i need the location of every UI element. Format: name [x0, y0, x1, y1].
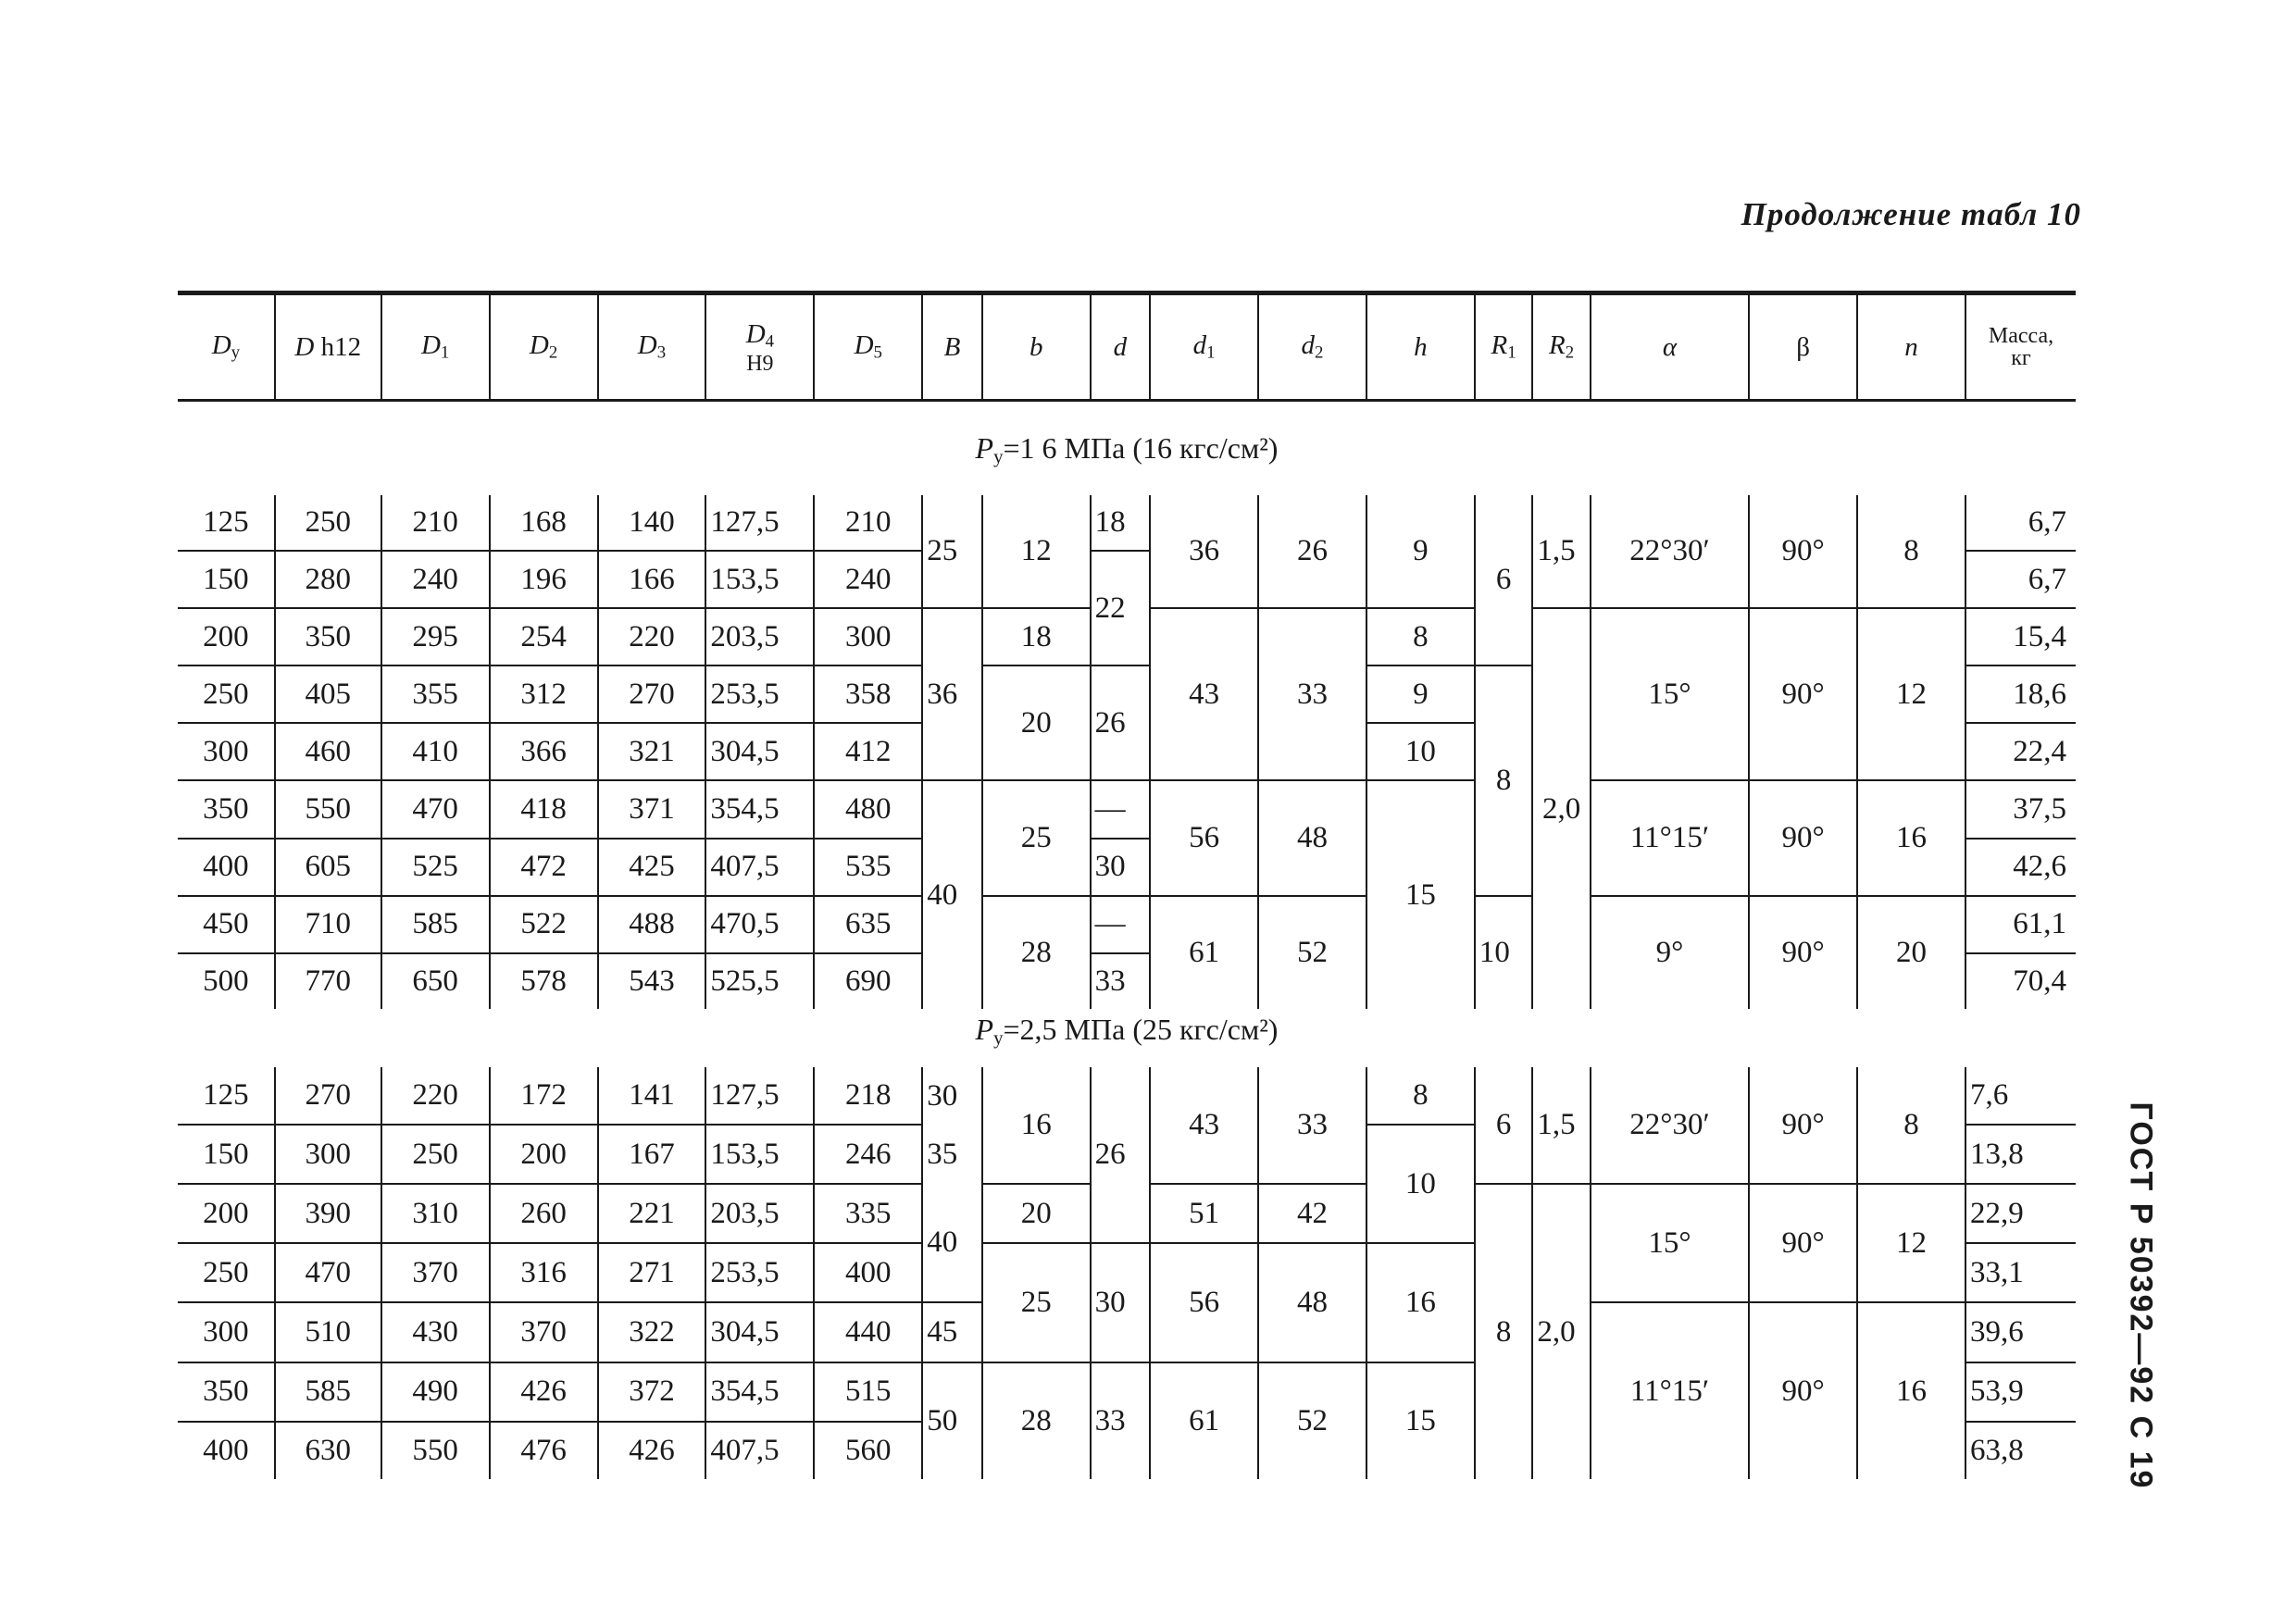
table-row: [178, 495, 2076, 551]
cell-h: 8: [1366, 608, 1475, 665]
cell-d3: 426: [598, 1422, 706, 1479]
col-header-B: B: [922, 293, 982, 401]
cell-d2-small: 33: [1258, 1067, 1366, 1184]
cell-d3: 425: [598, 839, 706, 896]
cell-alpha: 22°30′: [1591, 1067, 1749, 1184]
cell-mass: 22,4: [1965, 723, 2076, 780]
cell-d1-small: 43: [1150, 608, 1258, 780]
cell-h: 9: [1366, 665, 1475, 723]
cell-r2: 1,5: [1532, 495, 1590, 608]
cell-b: 28: [982, 1362, 1091, 1479]
continuation-caption: Продолжение табл 10: [1741, 196, 2081, 232]
cell-d5: 240: [814, 551, 922, 608]
cell-d3: 488: [598, 896, 706, 953]
cell-d4: 127,5: [705, 495, 814, 551]
cell-dy: 450: [178, 896, 275, 953]
cell-dy: 350: [178, 1362, 275, 1422]
cell-d3: 271: [598, 1243, 706, 1302]
cell-beta: 90°: [1749, 1067, 1857, 1184]
cell-d2: 312: [490, 665, 598, 723]
cell-d2: 172: [490, 1067, 598, 1125]
cell-d5: 480: [814, 780, 922, 838]
cell-d5: 412: [814, 723, 922, 780]
cell-d1-small: 43: [1150, 1067, 1258, 1184]
cell-h: 8: [1366, 1067, 1475, 1125]
cell-d5: 335: [814, 1184, 922, 1243]
cell-d2: 418: [490, 780, 598, 838]
col-header-dh12: D h12: [275, 293, 381, 401]
cell-d2-small: 52: [1258, 896, 1366, 1009]
cell-r1: 8: [1475, 665, 1532, 895]
cell-B: 40: [922, 1184, 982, 1302]
cell-d5: 635: [814, 896, 922, 953]
cell-dy: 250: [178, 1243, 275, 1302]
cell-d1: 220: [381, 1067, 490, 1125]
cell-d1: 410: [381, 723, 490, 780]
cell-d3: 166: [598, 551, 706, 608]
cell-b: 20: [982, 1184, 1091, 1243]
cell-d4: 304,5: [705, 1302, 814, 1362]
cell-mass: 70,4: [1965, 953, 2076, 1009]
cell-d2: 366: [490, 723, 598, 780]
col-header-d4: $D_4$ H9: [705, 293, 814, 401]
cell-d1: 210: [381, 495, 490, 551]
cell-d4: 203,5: [705, 1184, 814, 1243]
cell-d3: 321: [598, 723, 706, 780]
cell-dy: 125: [178, 495, 275, 551]
cell-n: 16: [1857, 1302, 1965, 1479]
cell-d4: 253,5: [705, 1243, 814, 1302]
cell-d4: 525,5: [705, 953, 814, 1009]
cell-dy: 400: [178, 839, 275, 896]
cell-mass: 33,1: [1965, 1243, 2076, 1302]
col-header-n: n: [1857, 293, 1965, 401]
cell-d: 26: [1091, 665, 1151, 780]
cell-d1: 370: [381, 1243, 490, 1302]
cell-d3: 220: [598, 608, 706, 665]
table-header: [178, 291, 2076, 402]
cell-beta: 90°: [1749, 1184, 1857, 1302]
cell-dh12: 630: [275, 1422, 381, 1479]
col-header-alpha: α: [1591, 293, 1749, 401]
col-header-d1-small: $d_1$: [1150, 293, 1258, 401]
cell-d1-small: 61: [1150, 896, 1258, 1009]
cell-b: 12: [982, 495, 1091, 608]
section-title-1.6mpa: $P_у=1$ 6 МПа (16 кгс/см²): [975, 431, 1279, 468]
col-header-h: h: [1366, 293, 1475, 401]
cell-B: 40: [922, 780, 982, 1009]
cell-B: 45: [922, 1302, 982, 1362]
cell-d2: 316: [490, 1243, 598, 1302]
cell-d1-small: 36: [1150, 495, 1258, 608]
cell-dh12: 390: [275, 1184, 381, 1243]
cell-d4: 407,5: [705, 839, 814, 896]
cell-d1: 310: [381, 1184, 490, 1243]
cell-d: 30: [1091, 1243, 1151, 1362]
cell-h: 9: [1366, 495, 1475, 608]
col-header-r1: $R_1$: [1475, 293, 1532, 401]
cell-d1: 240: [381, 551, 490, 608]
col-header-r2: $R_2$: [1532, 293, 1590, 401]
cell-r1: 6: [1475, 1067, 1532, 1184]
cell-beta: 90°: [1749, 780, 1857, 895]
cell-d1: 295: [381, 608, 490, 665]
cell-d5: 218: [814, 1067, 922, 1125]
cell-b: 18: [982, 608, 1091, 665]
section-title-2.5mpa: $P_у=2,5$ МПа (25 кгс/см²): [975, 1013, 1279, 1050]
col-header-dy: $D_у$: [211, 330, 241, 363]
table-row: [178, 780, 2076, 838]
cell-dh12: 550: [275, 780, 381, 838]
cell-d5: 300: [814, 608, 922, 665]
cell-dh12: 350: [275, 608, 381, 665]
cell-dy: 350: [178, 780, 275, 838]
standard-page-marker: [2057, 1083, 2224, 1509]
cell-r1: 6: [1475, 495, 1532, 665]
cell-B: 35: [922, 1125, 982, 1184]
cell-B: 36: [922, 608, 982, 780]
cell-d1: 430: [381, 1302, 490, 1362]
cell-d4: 153,5: [705, 1125, 814, 1184]
cell-d4: 253,5: [705, 665, 814, 723]
cell-d5: 210: [814, 495, 922, 551]
cell-dy: 400: [203, 1433, 249, 1467]
cell-d2: 476: [490, 1422, 598, 1479]
cell-d2-small: 48: [1258, 780, 1366, 895]
cell-mass: 6,7: [1965, 495, 2076, 551]
cell-d2: 200: [490, 1125, 598, 1184]
cell-n: 8: [1857, 495, 1965, 608]
cell-beta: 90°: [1749, 495, 1857, 608]
cell-d4: 127,5: [705, 1067, 814, 1125]
col-header-d5: $D_5$: [814, 293, 922, 401]
cell-b: 25: [982, 1243, 1091, 1362]
cell-mass: 39,6: [1965, 1302, 2076, 1362]
cell-d2: 522: [490, 896, 598, 953]
cell-d4: 304,5: [705, 723, 814, 780]
cell-dy: 500: [203, 964, 249, 998]
cell-dy: 150: [178, 1125, 275, 1184]
table-body-1.6mpa: [178, 495, 2076, 1009]
col-header-beta: β: [1749, 293, 1857, 401]
cell-r2: 2,0: [1532, 1184, 1590, 1479]
cell-d2: 254: [490, 608, 598, 665]
cell-beta: 90°: [1749, 896, 1857, 1009]
cell-d3: 372: [598, 1362, 706, 1422]
cell-mass: 7,6: [1965, 1067, 2076, 1125]
col-header-d1: $D_1$: [381, 293, 490, 401]
cell-d1-small: 51: [1150, 1184, 1258, 1243]
table-body-2.5mpa: [178, 1067, 2076, 1479]
cell-b: 28: [982, 896, 1091, 1009]
cell-h: 10: [1366, 723, 1475, 780]
cell-d4: 153,5: [705, 551, 814, 608]
col-header-d2: $D_2$: [490, 293, 598, 401]
cell-dh12: 280: [275, 551, 381, 608]
cell-dh12: 405: [275, 665, 381, 723]
cell-mass: 61,1: [1965, 896, 2076, 953]
table-row: [178, 1067, 2076, 1125]
cell-d3: 167: [598, 1125, 706, 1184]
cell-d3: 543: [598, 953, 706, 1009]
cell-d: 33: [1091, 1362, 1151, 1479]
cell-d: —: [1091, 896, 1151, 953]
cell-mass: 6,7: [1965, 551, 2076, 608]
col-header-d2-small: $d_2$: [1258, 293, 1366, 401]
cell-d5: 560: [814, 1422, 922, 1479]
cell-alpha: 22°30′: [1591, 495, 1749, 608]
cell-n: 12: [1857, 1184, 1965, 1302]
col-header-mass: Масса, кг: [1965, 293, 2076, 401]
cell-d: 33: [1091, 953, 1151, 1009]
cell-mass: 53,9: [1965, 1362, 2076, 1422]
cell-mass: 63,8: [1965, 1422, 2076, 1479]
cell-d1-small: 56: [1150, 1243, 1258, 1362]
cell-r2: 1,5: [1532, 1067, 1590, 1184]
cell-d: —: [1091, 780, 1151, 838]
cell-d4: 203,5: [705, 608, 814, 665]
cell-mass: 37,5: [1965, 780, 2076, 838]
cell-d: 22: [1091, 551, 1151, 665]
cell-beta: 90°: [1749, 608, 1857, 780]
cell-d: 18: [1091, 495, 1151, 551]
cell-b: 16: [982, 1067, 1091, 1184]
cell-d3: 371: [598, 780, 706, 838]
cell-d: 30: [1091, 839, 1151, 896]
cell-d2: 196: [490, 551, 598, 608]
cell-r2: 2,0: [1532, 608, 1590, 1009]
cell-d2: 260: [490, 1184, 598, 1243]
cell-dy: 300: [178, 1302, 275, 1362]
cell-dy: 200: [178, 1184, 275, 1243]
cell-d2-small: 48: [1258, 1243, 1366, 1362]
cell-d1: 650: [381, 953, 490, 1009]
cell-d2: 370: [490, 1302, 598, 1362]
cell-d3: 141: [598, 1067, 706, 1125]
col-header-b: b: [982, 293, 1091, 401]
standard-page-marker-text: ГОСТ Р 50392—92 С 19: [2123, 1101, 2159, 1490]
cell-d1: 490: [381, 1362, 490, 1422]
cell-d2-small: 42: [1258, 1184, 1366, 1243]
cell-h: 16: [1366, 1243, 1475, 1362]
cell-d: 26: [1091, 1067, 1151, 1243]
cell-b: 20: [982, 665, 1091, 780]
cell-alpha: 11°15′: [1591, 1302, 1749, 1479]
cell-r1: 10: [1475, 896, 1532, 1009]
cell-dh12: 270: [275, 1067, 381, 1125]
cell-d3: 140: [598, 495, 706, 551]
cell-h: 15: [1366, 780, 1475, 1009]
cell-d3: 221: [598, 1184, 706, 1243]
cell-h: 15: [1366, 1362, 1475, 1479]
cell-dy: 150: [178, 551, 275, 608]
cell-dh12: 770: [275, 953, 381, 1009]
cell-d2: 168: [490, 495, 598, 551]
cell-alpha: 9°: [1591, 896, 1749, 1009]
cell-dh12: 470: [275, 1243, 381, 1302]
cell-n: 8: [1857, 1067, 1965, 1184]
cell-d1-small: 61: [1150, 1362, 1258, 1479]
cell-dh12: 300: [275, 1125, 381, 1184]
cell-d5: 535: [814, 839, 922, 896]
cell-mass: 15,4: [1965, 608, 2076, 665]
cell-d1-small: 56: [1150, 780, 1258, 895]
cell-d2: 426: [490, 1362, 598, 1422]
cell-mass: 18,6: [1965, 665, 2076, 723]
cell-dy: 300: [178, 723, 275, 780]
col-header-d: d: [1091, 293, 1151, 401]
cell-n: 20: [1857, 896, 1965, 1009]
cell-d1: 585: [381, 896, 490, 953]
cell-d4: 354,5: [705, 1362, 814, 1422]
cell-d3: 322: [598, 1302, 706, 1362]
cell-d5: 515: [814, 1362, 922, 1422]
cell-d2-small: 33: [1258, 608, 1366, 780]
cell-n: 16: [1857, 780, 1965, 895]
cell-n: 12: [1857, 608, 1965, 780]
cell-alpha: 15°: [1591, 608, 1749, 780]
cell-d1: 250: [381, 1125, 490, 1184]
cell-d5: 358: [814, 665, 922, 723]
cell-d2: 472: [490, 839, 598, 896]
cell-d2-small: 52: [1258, 1362, 1366, 1479]
cell-d1: 525: [381, 839, 490, 896]
cell-d5: 440: [814, 1302, 922, 1362]
cell-dy: 250: [178, 665, 275, 723]
cell-mass: 42,6: [1965, 839, 2076, 896]
cell-d3: 270: [598, 665, 706, 723]
cell-B: 50: [922, 1362, 982, 1479]
cell-dy: 200: [178, 608, 275, 665]
cell-d5: 246: [814, 1125, 922, 1184]
cell-dh12: 510: [275, 1302, 381, 1362]
cell-d2: 578: [490, 953, 598, 1009]
cell-B: 25: [922, 495, 982, 608]
cell-dh12: 585: [275, 1362, 381, 1422]
cell-alpha: 11°15′: [1591, 780, 1749, 895]
cell-d1: 550: [381, 1422, 490, 1479]
cell-dh12: 250: [275, 495, 381, 551]
cell-d4: 407,5: [705, 1422, 814, 1479]
cell-d1: 470: [381, 780, 490, 838]
cell-d5: 400: [814, 1243, 922, 1302]
cell-dh12: 605: [275, 839, 381, 896]
cell-dh12: 710: [275, 896, 381, 953]
cell-d4: 354,5: [705, 780, 814, 838]
cell-r1: 8: [1475, 1184, 1532, 1479]
cell-mass: 22,9: [1965, 1184, 2076, 1243]
cell-beta: 90°: [1749, 1302, 1857, 1479]
cell-d5: 690: [814, 953, 922, 1009]
cell-d2-small: 26: [1258, 495, 1366, 608]
table-row: [178, 896, 2076, 953]
cell-dh12: 460: [275, 723, 381, 780]
cell-alpha: 15°: [1591, 1184, 1749, 1302]
cell-h: 10: [1366, 1125, 1475, 1243]
col-header-d3: $D_3$: [598, 293, 706, 401]
cell-b: 25: [982, 780, 1091, 895]
cell-B: 30: [922, 1067, 982, 1125]
cell-mass: 13,8: [1965, 1125, 2076, 1184]
cell-d4: 470,5: [705, 896, 814, 953]
cell-dy: 125: [178, 1067, 275, 1125]
cell-d1: 355: [381, 665, 490, 723]
